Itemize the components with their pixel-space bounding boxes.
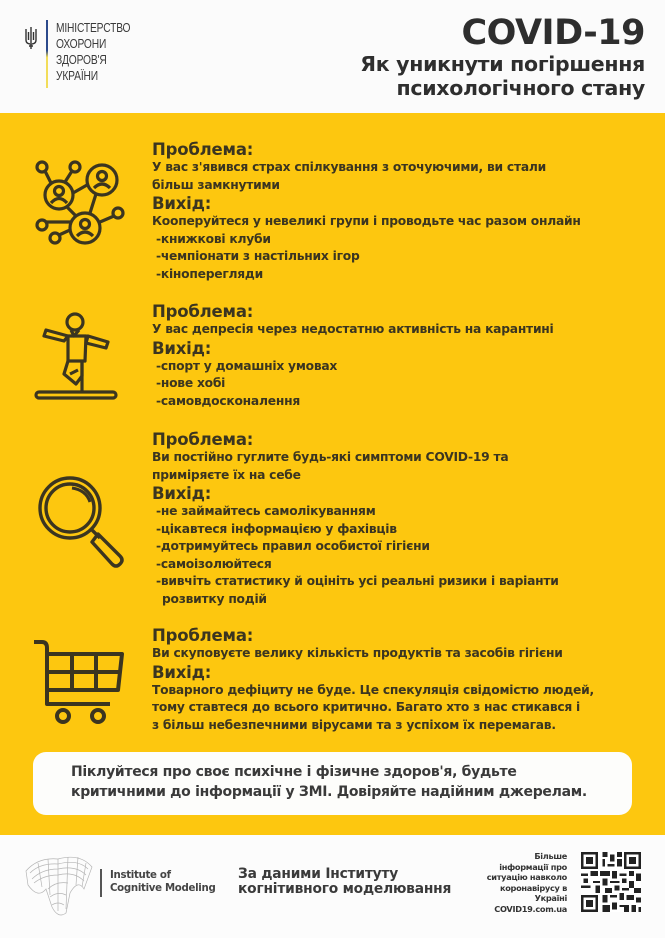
header bbox=[0, 0, 665, 113]
institute-name-line: Cognitive Modeling bbox=[110, 883, 216, 894]
problem-label: Проблема: bbox=[152, 626, 254, 645]
ministry-line: ЗДОРОВ'Я bbox=[56, 53, 107, 67]
solution-bullet: -дотримуйтесь правил особистої гігієни bbox=[156, 539, 430, 553]
more-info-line: інформації про bbox=[499, 861, 567, 872]
institute-name bbox=[110, 869, 215, 895]
more-info-line: Більше bbox=[534, 851, 567, 861]
solution-bullet: -нове хобі bbox=[156, 376, 226, 390]
ministry-name bbox=[56, 20, 130, 84]
solution-label: Вихід: bbox=[152, 484, 212, 503]
solution-text: тому ставтеся до всього критично. Багато хто з нас стикався і bbox=[152, 700, 581, 714]
problem-text: Ви постійно гуглите будь-які симптоми COVID-19 та bbox=[152, 450, 509, 464]
page-title: COVID-19 bbox=[461, 13, 645, 53]
problem-text: більш замкнутими bbox=[152, 177, 280, 192]
solution-bullet: -вивчіть статистику й оцініть усі реальні ризики і варіанти bbox=[156, 574, 559, 588]
solution-bullet: -не займайтесь самолікуванням bbox=[156, 504, 376, 518]
solution-bullet: -цікавтеся інформацією у фахівців bbox=[156, 521, 397, 536]
ministry-line: МІНІСТЕРСТВО bbox=[56, 21, 131, 35]
magnifier-icon bbox=[30, 468, 130, 568]
tip-text bbox=[152, 626, 642, 734]
institute-divider bbox=[100, 869, 102, 897]
ministry-logo bbox=[24, 20, 147, 88]
source-credit bbox=[238, 867, 451, 897]
solution-bullet: -кіноперегляди bbox=[156, 266, 263, 281]
ministry-flag-bar bbox=[46, 20, 48, 88]
solution-bullet: -самовдосконалення bbox=[156, 393, 300, 408]
solution-bullet: -спорт у домашніх умовах bbox=[156, 358, 338, 373]
advice-notice bbox=[33, 752, 632, 815]
notice-line: критичними до інформації у ЗМІ. Довіряйте надійним джерелам. bbox=[71, 784, 587, 800]
problem-label: Проблема: bbox=[152, 302, 254, 321]
problem-text: У вас з'явився страх спілкування з оточуючими, ви стали bbox=[152, 160, 547, 174]
social-network-icon bbox=[30, 150, 130, 250]
solution-label: Вихід: bbox=[152, 194, 212, 213]
problem-text: У вас депресія через недостатню активність на карантині bbox=[152, 322, 554, 336]
qr-code-icon[interactable] bbox=[581, 852, 641, 912]
notice-line: Піклуйтеся про своє психічне і фізичне здоров'я, будьте bbox=[71, 764, 517, 780]
ministry-line: УКРАЇНИ bbox=[56, 69, 98, 83]
institute-logo-icon bbox=[18, 849, 100, 925]
solution-label: Вихід: bbox=[152, 338, 212, 358]
source-line: когнітивного моделювання bbox=[238, 881, 452, 897]
solution-text: Кооперуйтеся у невеликі групи і проводьте час разом онлайн bbox=[152, 214, 581, 228]
problem-text: Ви скуповуєте велику кількість продуктів та засобів гігієни bbox=[152, 646, 563, 660]
more-info-line: Україні bbox=[534, 893, 567, 903]
solution-bullet: -чемпіонати з настільних ігор bbox=[156, 249, 360, 263]
trident-icon bbox=[24, 26, 38, 50]
more-info-line: коронавірусу в bbox=[499, 882, 567, 893]
solution-text: Товарного дефіциту не буде. Це спекуляція свідомістю людей, bbox=[152, 682, 594, 697]
website-link[interactable]: COVID19.com.ua bbox=[494, 903, 567, 914]
solution-text: з більш небезпечними вірусами та з успіхом їх перемагав. bbox=[152, 717, 556, 732]
ministry-line: ОХОРОНИ bbox=[56, 37, 107, 51]
solution-label: Вихід: bbox=[152, 662, 212, 682]
solution-bullet-continuation: розвитку подій bbox=[162, 591, 267, 606]
solution-bullet: -книжкові клуби bbox=[156, 231, 271, 246]
more-info-text bbox=[487, 851, 567, 914]
tip-text bbox=[152, 302, 642, 410]
shopping-cart-icon bbox=[30, 632, 130, 732]
problem-text: приміряєте їх на себе bbox=[152, 467, 301, 482]
page-subtitle-line: Як уникнути погіршення bbox=[360, 52, 645, 76]
footer bbox=[0, 835, 665, 938]
solution-bullet: -самоізолюйтеся bbox=[156, 556, 272, 571]
problem-label: Проблема: bbox=[152, 430, 254, 449]
exercise-balance-icon bbox=[30, 306, 130, 406]
title-block bbox=[360, 14, 645, 100]
tip-text bbox=[152, 140, 642, 283]
page-subtitle-line: психологічного стану bbox=[396, 76, 645, 100]
source-line: За даними Інституту bbox=[238, 866, 399, 882]
more-info-line: ситуацію навколо bbox=[486, 872, 567, 882]
institute-name-line: Institute of bbox=[110, 870, 171, 881]
tip-text bbox=[152, 430, 642, 608]
problem-label: Проблема: bbox=[152, 140, 254, 159]
